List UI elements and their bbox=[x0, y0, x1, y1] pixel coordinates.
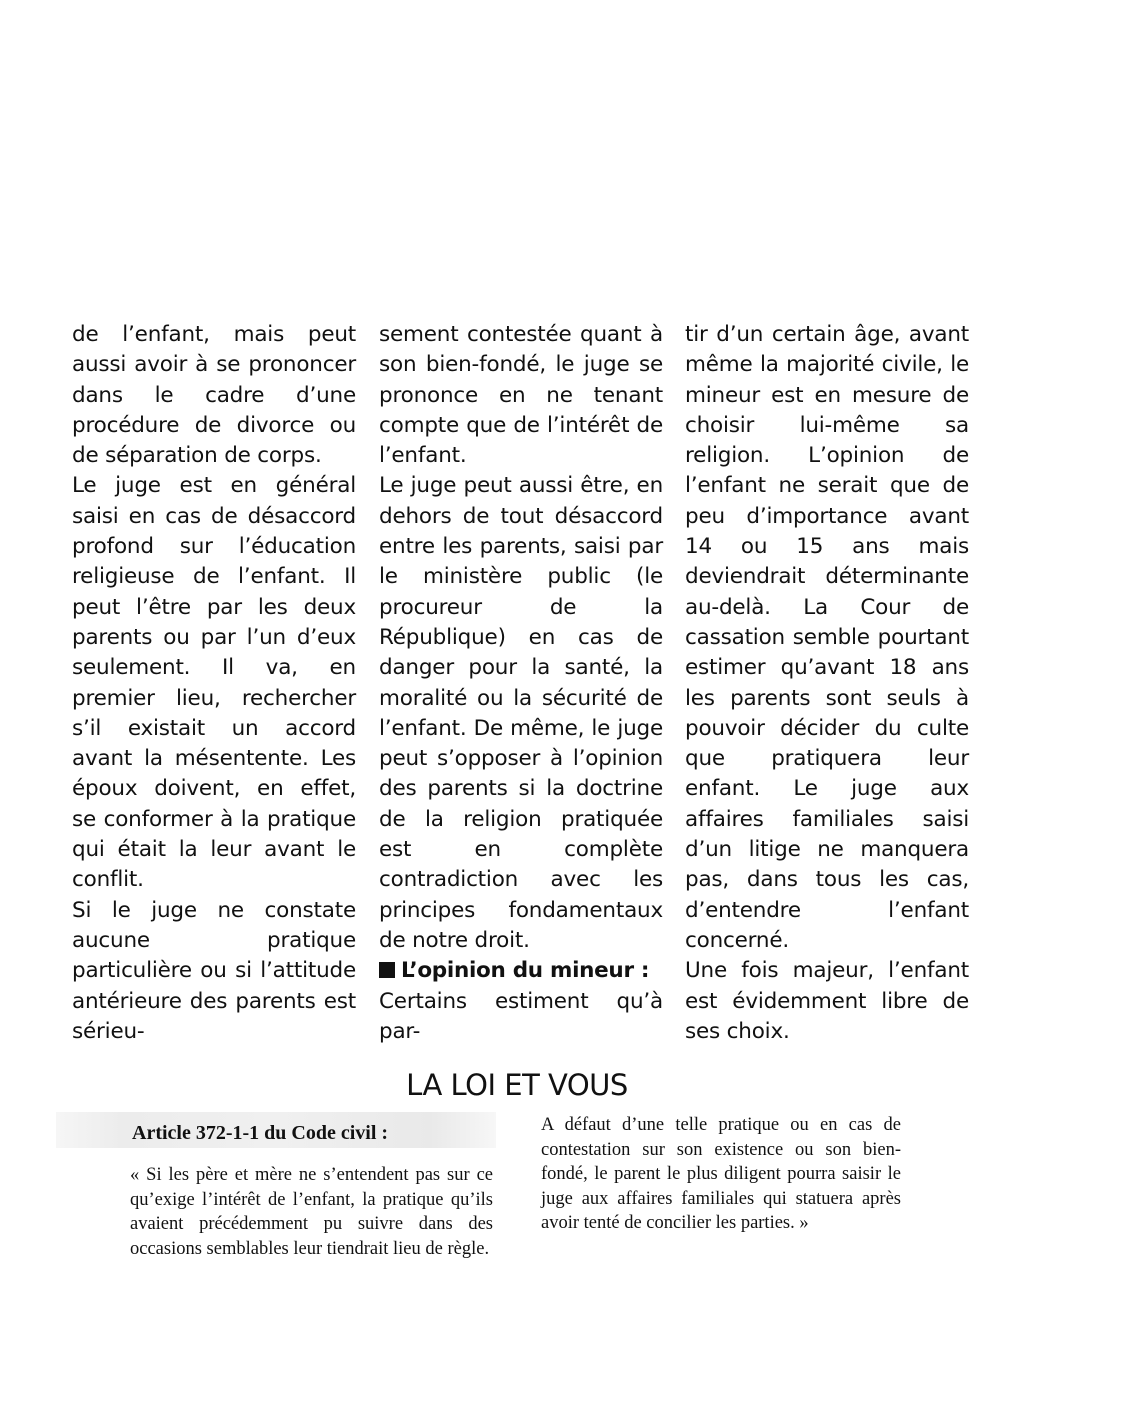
subhead-line bbox=[379, 956, 663, 986]
paragraph: sement contestée quant à son bien-fondé, le juge se prononce en ne tenant compte que de l’intérêt de l’enfant. bbox=[379, 322, 663, 469]
box-title: LA LOI ET VOUS bbox=[406, 1068, 628, 1102]
article-title: Article 372-1-1 du Code civil : bbox=[132, 1122, 389, 1144]
paragraph: Si le juge ne constate aucune pratique particulière ou si l’attitude antérieure des parents est sérieu- bbox=[72, 897, 356, 1044]
paragraph: Certains estiment qu’à par- bbox=[379, 988, 663, 1044]
article-quote-left: « Si les père et mère ne s’entendent pas sur ce qu’exige l’intérêt de l’enfant, la pratique qu’ils avaient précédemment pu suivre dans des occasions semblables leur tiendrait lieu de règle. bbox=[130, 1165, 493, 1259]
article-quote-right: A défaut d’une telle pratique ou en cas de contestation sur son existence ou son bien-fondé, le parent le plus diligent pourra saisir le juge aux affaires familiales qui statuera après avoir tenté de concilier les parties. » bbox=[541, 1115, 901, 1234]
paragraph: tir d’un certain âge, avant même la majorité civile, le mineur est en mesure de choisir lui-même sa religion. L’opinion de l’enfant ne serait que de peu d’importance avant 14 ou 15 ans mais deviendrait déterminante au-delà. La Cour de cassation semble pourtant estimer qu’avant 18 ans les parents sont seuls à pouvoir décider du culte que pratiquera leur enfant. Le juge aux affaires familiales saisi d’un litige ne manquera pas, dans tous les cas, d’entendre l’enfant concerné. bbox=[685, 322, 969, 953]
text-column-3 bbox=[685, 320, 969, 1047]
paragraph: Le juge est en général saisi en cas de désaccord profond sur l’éducation religieuse de l’enfant. Il peut l’être par les deux parents ou par l’un d’eux seulement. Il va, en premier lieu, rechercher s’il existait un accord avant la mésentente. Les époux doivent, en effet, se conformer à la pratique qui était la leur avant le conflit. bbox=[72, 473, 356, 893]
square-bullet-icon bbox=[379, 962, 395, 978]
paragraph: Le juge peut aussi être, en dehors de tout désaccord entre les parents, saisi par le ministère public (le procureur de la République) en cas de danger pour la santé, la moralité ou la sécurité de l’enfant. De même, le juge peut s’opposer à l’opinion des parents si la doctrine de la religion pratiquée est en complète contradiction avec les principes fondamentaux de notre droit. bbox=[379, 473, 663, 953]
paragraph: de l’enfant, mais peut aussi avoir à se prononcer dans le cadre d’une procédure de divorce ou de séparation de corps. bbox=[72, 322, 356, 469]
paragraph: Une fois majeur, l’enfant est évidemment libre de ses choix. bbox=[685, 958, 969, 1044]
section-subhead: L’opinion du mineur : bbox=[401, 958, 650, 984]
text-column-2 bbox=[379, 320, 663, 1047]
text-column-1 bbox=[72, 320, 356, 1047]
